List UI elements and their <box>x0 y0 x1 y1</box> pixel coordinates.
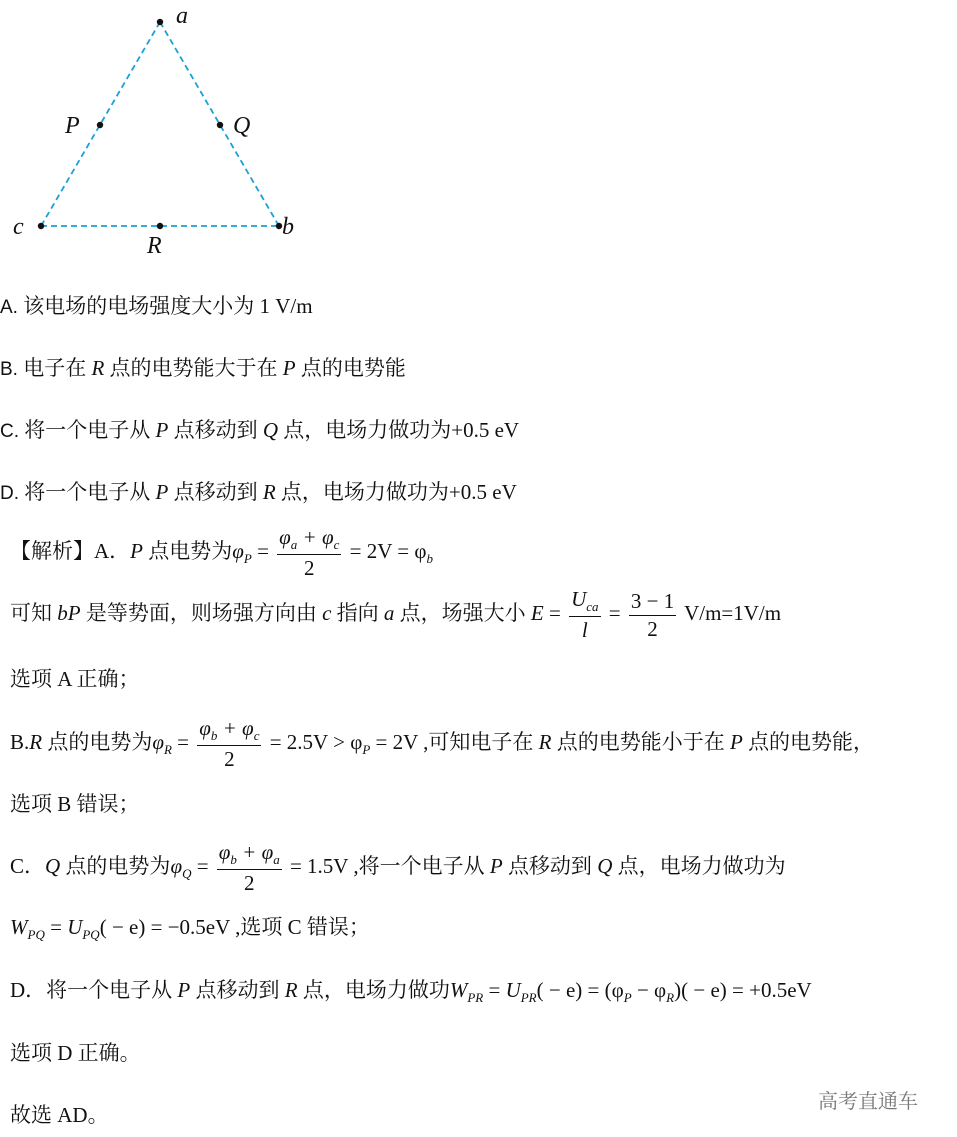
denominator: 2 <box>244 871 255 895</box>
subscript: P <box>362 741 371 757</box>
analysis-line-4 <box>10 718 874 770</box>
text: 点的电势为 <box>42 729 153 754</box>
label-a: a <box>176 3 188 29</box>
equals: = <box>603 600 626 625</box>
point-R <box>157 223 163 229</box>
text: 可知 <box>10 600 58 625</box>
option-c-label: C. <box>0 421 19 442</box>
option-c-text-2: 点移动到 <box>168 418 263 442</box>
text: ( − e) = −0.5eV ,选项 C 错误； <box>99 915 370 939</box>
var-R: R <box>284 978 298 1002</box>
plus-phi: + φ <box>297 525 334 549</box>
var-R: R <box>538 729 552 754</box>
text: 点，电场力做功 <box>297 978 450 1002</box>
subscript: P <box>243 550 252 566</box>
text: 点移动到 <box>190 978 285 1002</box>
subscript: R <box>163 741 172 757</box>
option-b <box>0 358 406 379</box>
var-a: a <box>383 600 395 625</box>
subscript: a <box>273 852 280 867</box>
text: B. <box>10 729 30 754</box>
equals: = <box>251 538 275 563</box>
text: = 1.5V ,将一个电子从 <box>284 853 490 878</box>
fraction <box>569 589 600 641</box>
option-c-text-1: 将一个电子从 <box>24 418 156 442</box>
analysis-heading: 【解析】A． <box>10 538 131 563</box>
var-P: P <box>130 538 143 563</box>
subscript: P <box>623 990 632 1005</box>
text: )( − e) = +0.5eV <box>674 978 812 1002</box>
subscript: PR <box>467 990 484 1005</box>
analysis-line-7 <box>10 917 370 941</box>
option-a <box>0 296 313 317</box>
analysis-line-5: 选项 B 错误； <box>10 792 140 816</box>
equals: = <box>171 729 195 754</box>
phi-symbol: φ <box>170 853 183 878</box>
text: 点的电势为 <box>60 853 171 878</box>
phi-symbol: φ <box>199 716 211 740</box>
subscript: c <box>333 537 340 552</box>
text: ( − e) = (φ <box>536 978 624 1002</box>
text: V/m=1V/m <box>679 600 782 625</box>
point-Q <box>217 122 223 128</box>
option-b-var-P: P <box>282 356 296 380</box>
text: 指向 <box>331 600 384 625</box>
fraction <box>217 842 282 894</box>
option-b-var-R: R <box>91 356 105 380</box>
var-U: U <box>67 915 83 939</box>
var-P: P <box>177 978 191 1002</box>
point-a <box>157 19 163 25</box>
text: = 2V ,可知电子在 <box>370 729 539 754</box>
subscript: ca <box>586 599 599 614</box>
option-d-text-1: 将一个电子从 <box>24 480 156 504</box>
watermark: 高考直通车 <box>818 1089 918 1113</box>
var-W: W <box>10 915 28 939</box>
var-R: R <box>29 729 43 754</box>
option-b-text-3: 点的电势能 <box>295 356 406 380</box>
option-a-label: A. <box>0 297 18 318</box>
var-U: U <box>505 978 521 1002</box>
plus-phi: + φ <box>236 840 274 864</box>
text: 点移动到 <box>502 853 598 878</box>
subscript: PQ <box>27 927 45 942</box>
analysis-line-3: 选项 A 正确； <box>10 667 140 691</box>
point-c <box>38 223 44 229</box>
text: = 2.5V > φ <box>264 729 363 754</box>
label-b: b <box>282 214 294 240</box>
text: 点，电场力做功为 <box>612 853 786 878</box>
triangle-figure <box>0 0 330 270</box>
analysis-line-10: 故选 AD。 <box>10 1103 109 1127</box>
denominator: l <box>581 618 588 642</box>
text: − φ <box>631 978 667 1002</box>
text: 是等势面，则场强方向由 <box>80 600 323 625</box>
fraction <box>197 718 261 770</box>
text: D．将一个电子从 <box>10 978 178 1002</box>
phi-symbol: φ <box>279 525 291 549</box>
text: 点的电势能， <box>742 729 875 754</box>
option-b-label: B. <box>0 359 18 380</box>
text: 点电势为 <box>143 538 233 563</box>
option-c <box>0 420 519 441</box>
fraction <box>629 588 676 641</box>
text: 点的电势能小于在 <box>551 729 730 754</box>
option-c-text-3: 点，电场力做功为+0.5 eV <box>278 418 520 442</box>
point-P <box>97 122 103 128</box>
var-E: E <box>530 600 544 625</box>
text: C． <box>10 853 46 878</box>
option-c-var-Q: Q <box>262 418 278 442</box>
analysis-line-2 <box>10 589 781 641</box>
analysis-line-8 <box>10 980 812 1004</box>
var-P: P <box>489 853 503 878</box>
numerator: 3 − 1 <box>629 591 676 616</box>
label-c: c <box>13 214 24 240</box>
var-Q: Q <box>45 853 61 878</box>
option-c-var-P: P <box>155 418 169 442</box>
phi-symbol: φ <box>232 538 244 563</box>
analysis-line-9: 选项 D 正确。 <box>10 1041 141 1065</box>
text: = 2V = φ <box>344 538 427 563</box>
subscript: R <box>666 990 675 1005</box>
option-d <box>0 482 517 503</box>
option-d-text-2: 点移动到 <box>168 480 263 504</box>
plus-phi: + φ <box>217 716 254 740</box>
denominator: 2 <box>647 616 658 641</box>
var-U: U <box>571 587 587 611</box>
option-a-text: 该电场的电场强度大小为 1 V/m <box>23 294 313 318</box>
option-d-label: D. <box>0 483 19 504</box>
equals: = <box>543 600 567 625</box>
label-P: P <box>65 113 80 139</box>
subscript: b <box>230 852 237 867</box>
subscript: PR <box>520 990 537 1005</box>
phi-symbol: φ <box>152 729 164 754</box>
option-d-text-3: 点，电场力做功为+0.5 eV <box>275 480 517 504</box>
fraction <box>277 527 341 579</box>
subscript: PQ <box>82 927 100 942</box>
denominator: 2 <box>224 747 235 771</box>
phi-symbol: φ <box>218 840 231 864</box>
subscript: c <box>253 728 260 743</box>
equals: = <box>191 853 214 878</box>
denominator: 2 <box>304 556 315 580</box>
analysis-line-6 <box>10 842 786 894</box>
option-b-text-2: 点的电势能大于在 <box>104 356 283 380</box>
var-bP: bP <box>57 600 81 625</box>
var-W: W <box>449 978 468 1002</box>
subscript: a <box>290 537 298 552</box>
var-P: P <box>729 729 743 754</box>
equals: = <box>44 915 68 939</box>
text: 点，场强大小 <box>394 600 531 625</box>
analysis-line-1 <box>10 527 433 579</box>
option-b-text-1: 电子在 <box>23 356 92 380</box>
equals: = <box>483 978 506 1002</box>
label-R: R <box>147 233 162 259</box>
var-Q: Q <box>597 853 613 878</box>
subscript: Q <box>182 865 192 881</box>
var-c: c <box>322 600 332 625</box>
option-d-var-R: R <box>262 480 276 504</box>
option-d-var-P: P <box>155 480 169 504</box>
subscript: b <box>210 728 218 743</box>
label-Q: Q <box>233 113 251 139</box>
subscript: b <box>426 550 433 566</box>
